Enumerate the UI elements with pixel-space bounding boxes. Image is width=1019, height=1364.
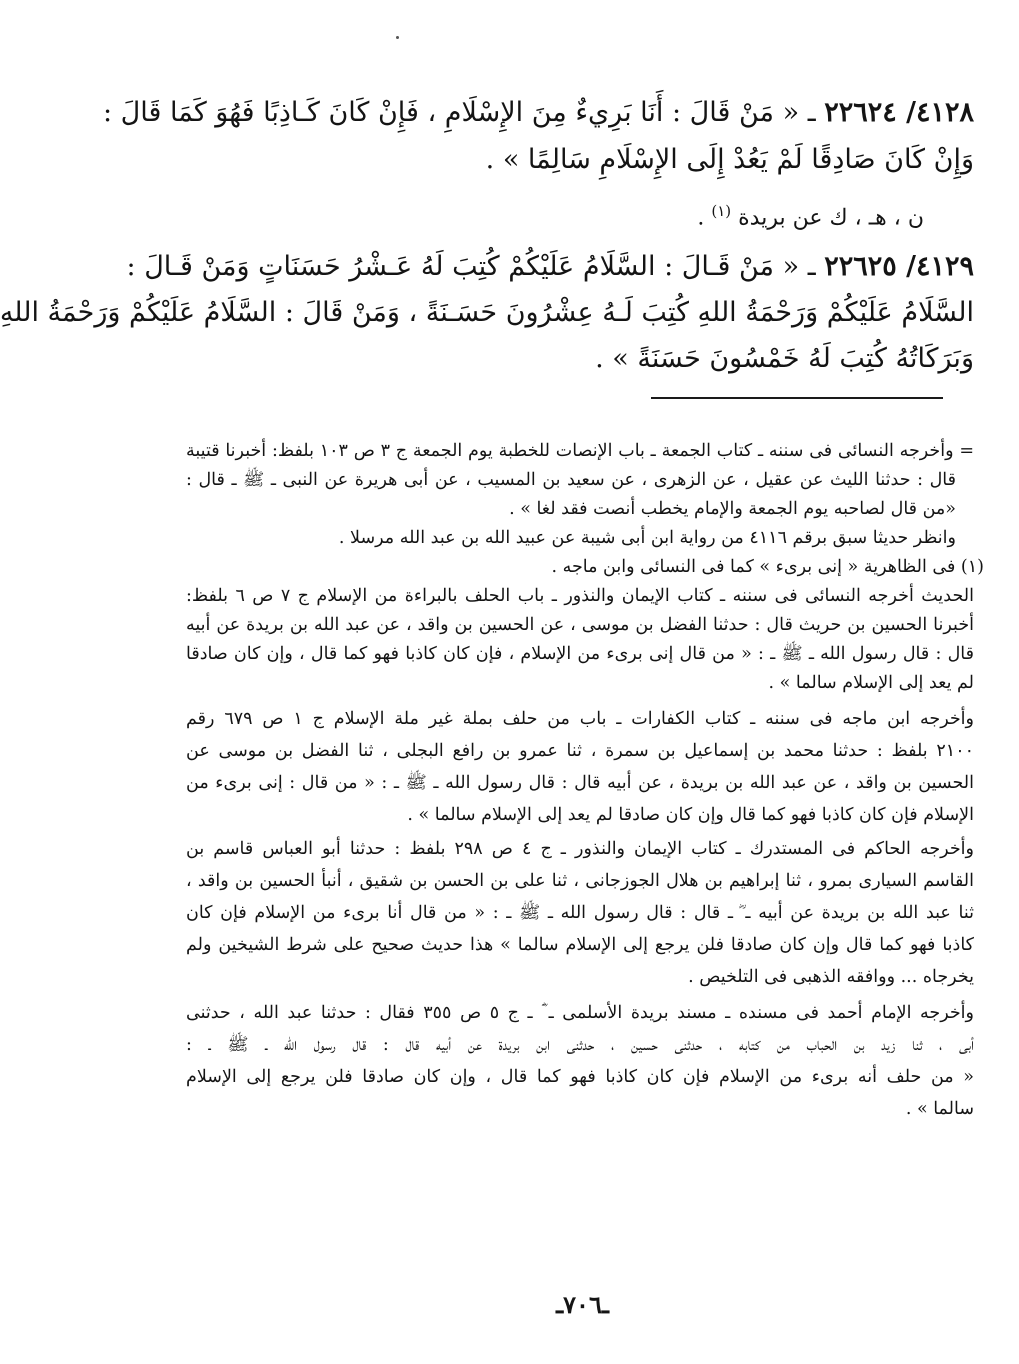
footnote-1-line: وأخرجه الإمام أحمد فى مسنده ـ مسند بريدة الأسلمى ـ ؓ ـ ج ٥ ص ٣٥٥ فقال : حدثنا عبد الله ، حدثنى — [186, 1003, 974, 1023]
footnote-1-line: الحديث أخرجه النسائى فى سننه ـ كتاب الإيمان والنذور ـ باب الحلف بالبراءة من الإسلام ج ٧ ص ٦ بلفظ: — [186, 586, 974, 606]
footnote-continued-line: قال : حدثنا الليث عن عقيل ، عن الزهرى ، عن سعيد بن المسيب ، عن أبى هريرة عن النبى ـ ﷺ ـ قال : — [186, 470, 956, 490]
footnote-1-line: القاسم السيارى بمرو ، ثنا إبراهيم بن هلال الجوزجانى ، ثنا على بن الحسن بن شقيق ، أنبأ الحسين بن واقد ، — [186, 871, 974, 891]
footnote-1-line: وأخرجه الحاكم فى المستدرك ـ كتاب الإيمان والنذور ـ ج ٤ ص ٢٩٨ بلفظ : حدثنا أبو العباس قاسم بن — [186, 839, 974, 859]
footnote-1-line: الحسين بن واقد ، عن عبد الله بن بريدة ، عن أبيه قال : قال رسول الله ـ ﷺ ـ : « من قال : إنى برىء من — [186, 773, 974, 793]
hadith-4128-source — [624, 196, 924, 233]
hadith-4129-text-1: ـ « مَنْ قَـالَ : السَّلَامُ عَلَيْكُمْ كُتِبَ لَهُ عَـشْرُ حَسَنَاتٍ وَمَنْ قَـالَ : — [126, 251, 816, 282]
hadith-4128-number: ٤١٢٨/ ٢٢٦٢٤ — [824, 97, 974, 128]
hadith-4128-line-2: وَإِنْ كَانَ صَادِقًا لَمْ يَعُدْ إِلَى الإِسْلَامِ سَالِمًا » . — [485, 144, 974, 175]
hadith-4129-line-3: وَبَرَكَاتُهُ كُتِبَ لَهُ خَمْسُونَ حَسَنَةً » . — [595, 343, 974, 374]
page-number: ـ٧٠٦ـ — [556, 1290, 609, 1319]
footnote-1-line: يخرجاه ... ووافقه الذهبى فى التلخيص . — [688, 967, 974, 987]
footnote-1-line: كاذبا فهو كما قال وإن كان صادقا فلن يرجع إلى الإسلام سالما » هذا حديث صحيح على شرط الشيخين ولم — [186, 935, 974, 955]
footnote-continued-line: «من قال لصاحبه يوم الجمعة والإمام يخطب أنصت فقد لغا » . — [509, 499, 956, 519]
footnote-continued-line: = وأخرجه النسائى فى سننه ـ كتاب الجمعة ـ باب الإنصات للخطبة يوم الجمعة ج ٣ ص ١٠٣ بلفظ: أخبرنا قتيبة — [186, 441, 974, 461]
hadith-4129-line-2: السَّلَامُ عَلَيْكُمْ وَرَحْمَةُ اللهِ كُتِبَ لَـهُ عِشْرُونَ حَسَـنَةً ، وَمَنْ قَالَ : السَّلَامُ عَلَيْكُمْ وَرَحْمَةُ اللهِ — [0, 297, 974, 328]
hadith-4128-line-1 — [102, 96, 974, 132]
footnote-1-line: وأخرجه ابن ماجه فى سننه ـ كتاب الكفارات ـ باب من حلف بملة غير ملة الإسلام ج ١ ص ٦٧٩ رقم — [186, 709, 974, 729]
source-text: ن ، هـ ، ك عن بريدة — [738, 205, 924, 231]
footnote-separator — [651, 397, 943, 399]
footnote-marker: (١) — [711, 202, 732, 220]
footnote-1-line: (١) فى الظاهرية « إنى برىء » كما فى النسائى وابن ماجه . — [551, 557, 984, 577]
footnote-1-line: أخبرنا الحسين بن حريث قال : حدثنا الفضل بن موسى ، عن الحسين بن واقد ، عن عبد الله بن بريدة عن أبيه — [186, 615, 974, 635]
scan-speck — [396, 36, 399, 39]
footnote-1-line: ثنا عبد الله بن بريدة عن أبيه ـ ؓ ـ قال : قال رسول الله ـ ﷺ ـ : « من قال أنا برىء من الإسلام فإن كان — [186, 903, 974, 923]
source-end: . — [697, 205, 705, 231]
footnote-continued-line: وانظر حديثا سبق برقم ٤١١٦ من رواية ابن أبى شيبة عن عبيد الله بن عبد الله مرسلا . — [338, 528, 956, 548]
footnote-1-line: أبى ، ثنا زيد بن الحباب من كتابه ، حدثنى حسين ، حدثنى ابن بريدة عن أبيه قال : قال رسول الله ـ ﷺ ـ : — [186, 1035, 974, 1055]
footnote-1-line: قال : قال رسول الله ـ ﷺ ـ : « من قال إنى برىء من الإسلام ، فإن كان كاذبا فهو كما قال ، وإن كان صادقا — [186, 644, 974, 664]
footnote-1-line: « من حلف أنه برىء من الإسلام فإن كان كاذبا فهو كما قال ، وإن كان صادقا فلن يرجع إلى الإسلام — [186, 1067, 974, 1087]
hadith-4129-number: ٤١٢٩/ ٢٢٦٢٥ — [824, 251, 974, 282]
footnote-1-line: الإسلام فإن كان كاذبا فهو كما قال وإن كان صادقا لم يعد إلى الإسلام سالما » . — [407, 805, 974, 825]
footnote-1-line: لم يعد إلى الإسلام سالما » . — [768, 673, 974, 693]
hadith-4128-text-1: ـ « مَنْ قَالَ : أَنَا بَرِيءٌ مِنَ الإِسْلَامِ ، فَإِنْ كَانَ كَـاذِبًا فَهُوَ كَمَا قَالَ : — [102, 97, 816, 128]
footnote-1-line: ٢١٠٠ بلفظ : حدثنا محمد بن إسماعيل بن سمرة ، ثنا عمرو بن رافع البجلى ، ثنا الفضل بن موسى عن — [186, 741, 974, 761]
footnote-1-line: سالما » . — [905, 1099, 974, 1119]
hadith-4129-line-1 — [126, 250, 974, 286]
